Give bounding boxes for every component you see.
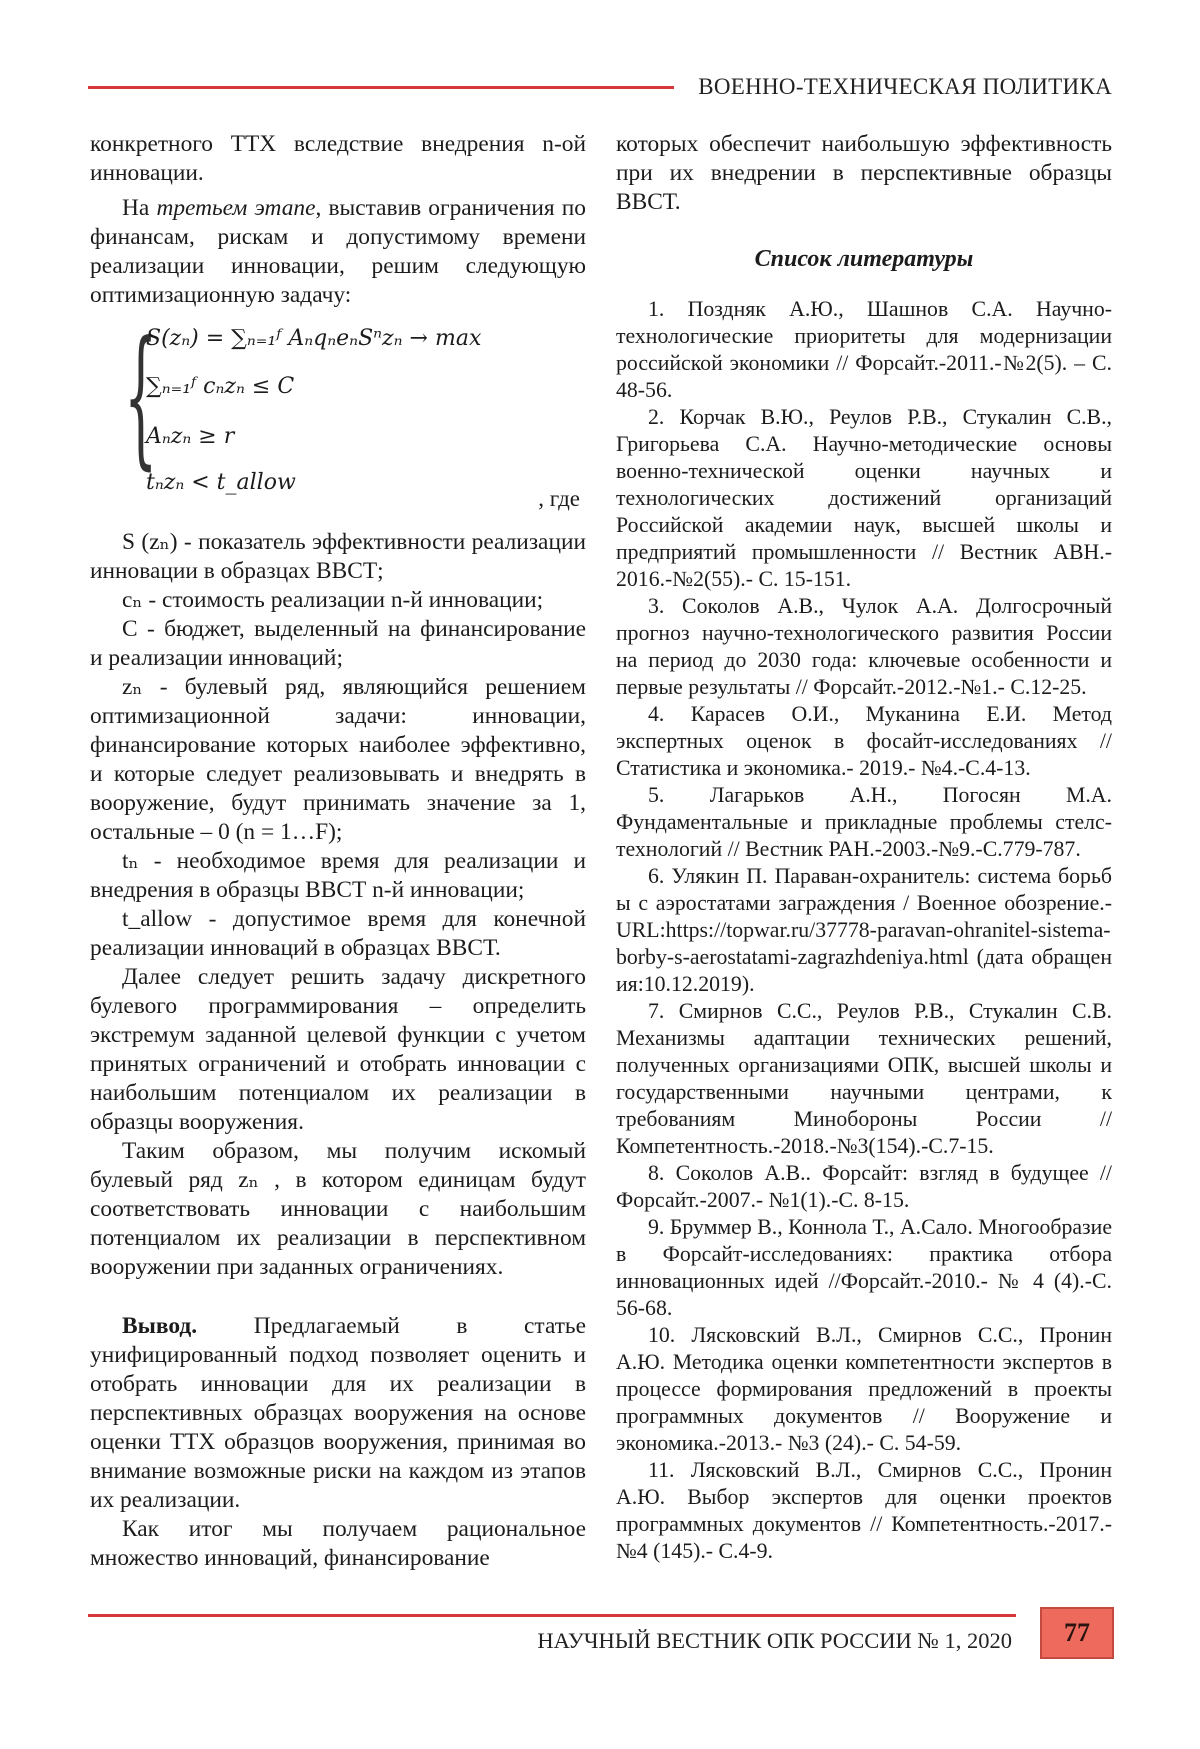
definition-c-n: cₙ - стоимость реализации n-й инновации; [122,587,544,613]
reference-item: 9. Бруммер В., Коннола Т., А.Сало. Многообразие в Форсайт-исследованиях: практика отбора инновационных идей //Форсайт.-2010.- № 4 (4).-С. 56-68. [616,1215,1112,1320]
right-column [616,130,1112,1565]
paragraph-conclusion: Вывод. Предлагаемый в статье унифицированный подход позволяет оценить и отобрать инновации для их реализации в перспективных образцах вооружения на основе оценки ТТХ образцов вооружения, принимая во внимание возможные риски на каждом из этапов их реализации. [90,1313,586,1513]
reference-item: 2. Корчак В.Ю., Реулов Р.В., Стукалин С.В., Григорьева С.А. Научно-методические основы военно-технической оценки научных и технологических достижений организаций Российской академии наук, высшей школы и предприятий промышленности // Вестник АВН.- 2016.-№2(55).- С. 15-151. [616,405,1112,591]
formula-objective: S(zₙ) = ∑ₙ₌₁ᶠ AₙqₙeₙSⁿzₙ → max [146,326,482,351]
journal-title: НАУЧНЫЙ ВЕСТНИК ОПК РОССИИ № 1, 2020 [537,1628,1012,1653]
formula-time-constraint: tₙzₙ < t_allow [146,470,296,495]
reference-item: 3. Соколов А.В., Чулок А.А. Долгосрочный прогноз научно-технологического развития России на период до 2030 года: ключевые особенности и первые результаты // Форсайт.-2012.-№1.- С.12-25. [616,594,1112,699]
page-number: 77 [1040,1607,1114,1659]
system-brace: { [124,310,158,484]
definition-budget: C - бюджет, выделенный на финансирование и реализации инноваций; [90,616,586,671]
footer-rule [88,1614,1016,1617]
conclusion-label: Вывод. [122,1313,198,1339]
section-title: ВОЕННО-ТЕХНИЧЕСКАЯ ПОЛИТИКА [698,74,1112,99]
paragraph-continuation-right: которых обеспечит наибольшую эффективность при их внедрении в перспективные образцы ВВСТ. [616,131,1112,215]
reference-item: 6. Улякин П. Параван-охранитель: система борьбы с аэростатами заграждения / Военное обозрение.- URL:https://topwar.ru/37778-paravan-ohranitel-sistema-borby-s-aerostatami-zagrazhdeniya.html (дата обращения:10.12.2019). [616,864,1112,996]
reference-item: 10. Лясковский В.Л., Смирнов С.С., Пронин А.Ю. Методика оценки компетентности экспертов в процессе формирования предложений в проекты программных документов // Вооружение и экономика.-2013.- №3 (24).- С. 54-59. [616,1323,1112,1455]
paragraph-final: Как итог мы получаем рациональное множество инноваций, финансирование [90,1516,586,1571]
paragraph-third-stage: На третьем этапе, выставив ограничения по финансам, рискам и допустимому времени реализации инновации, решим следующую оптимизационную задачу: [90,195,586,308]
emphasis-third-stage: третьем этапе [156,195,316,221]
definition-t-allow: t_allow - допустимое время для конечной реализации инноваций в образцах ВВСТ. [90,906,586,961]
paragraph-continuation: конкретного ТТХ вследствие внедрения n-ой инновации. [90,131,586,186]
reference-item: 5. Лагарьков А.Н., Погосян М.А. Фундаментальные и прикладные проблемы стелс-технологий // Вестник РАН.-2003.-№9.-С.779-787. [616,783,1112,861]
definition-s: S (zₙ) - показатель эффективности реализации инновации в образцах ВВСТ; [90,529,586,584]
references-title: Список литературы [754,246,974,272]
reference-item: 11. Лясковский В.Л., Смирнов С.С., Пронин А.Ю. Выбор экспертов для оценки проектов программных документов // Компетентность.-2017.-№4 (145).- С.4-9. [616,1458,1112,1563]
paragraph-result-series: Таким образом, мы получим искомый булевый ряд zₙ , в котором единицам будут соответствовать инновации с наибольшим потенциалом их реализации в перспективном вооружении при заданных ограничениях. [90,1138,586,1280]
formula-where: , где [538,486,580,511]
definition-z-n: zₙ - булевый ряд, являющийся решением оптимизационной задачи: инновации, финансирование которых наиболее эффективно, и которые следует реализовывать и внедрять в вооружение, будут принимать значение за 1, остальные – 0 (n = 1…F); [90,674,586,845]
references-list [616,296,1112,1565]
definition-t-n: tₙ - необходимое время для реализации и внедрения в образцы ВВСТ n-й инновации; [90,848,586,903]
left-column [90,130,586,1573]
optimization-formula [90,310,586,522]
reference-item: 1. Поздняк А.Ю., Шашнов С.А. Научно-технологические приоритеты для модернизации российской экономики // Форсайт.-2011.-№2(5). – С. 48-56. [616,297,1112,402]
paragraph-boolean-programming: Далее следует решить задачу дискретного булевого программирования – определить экстремум заданной целевой функции с учетом принятых ограничений и отобрать инновации с наибольшим потенциалом их реализации в образцы вооружения. [90,964,586,1135]
reference-item: 8. Соколов А.В.. Форсайт: взгляд в будущее // Форсайт.-2007.- №1(1).-С. 8-15. [616,1161,1112,1212]
formula-risk-constraint: Aₙzₙ ≥ r [146,424,235,449]
reference-item: 4. Карасев О.И., Муканина Е.И. Метод экспертных оценок в фосайт-исследованиях // Статистика и экономика.- 2019.- №4.-С.4-13. [616,702,1112,780]
header-rule [88,86,674,89]
formula-budget-constraint: ∑ₙ₌₁ᶠ cₙzₙ ≤ C [146,374,295,399]
reference-item: 7. Смирнов С.С., Реулов Р.В., Стукалин С.В. Механизмы адаптации технических решений, полученных организациями ОПК, высшей школы и государственными научными центрами, к требованиям Минобороны России // Компетентность.-2018.-№3(154).-С.7-15. [616,999,1112,1158]
